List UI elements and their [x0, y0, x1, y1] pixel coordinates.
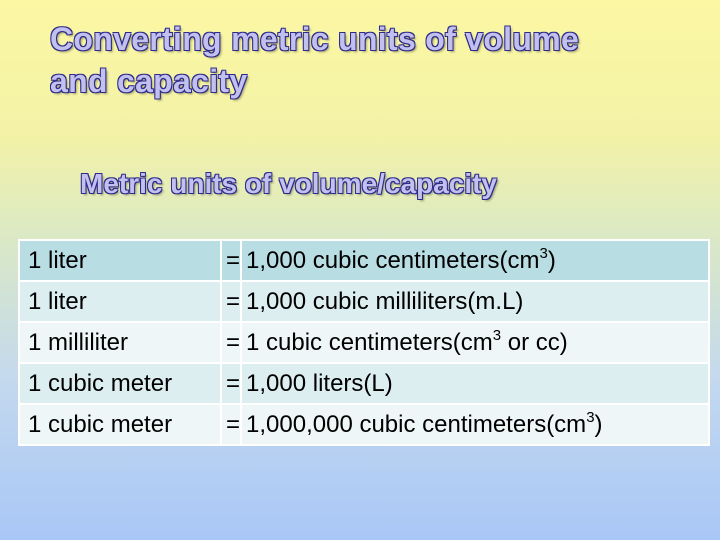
superscript: 3 [492, 326, 502, 344]
unit-cell: 1 milliliter [19, 322, 221, 363]
value-text: 1,000 cubic milliliters(m.L) [246, 287, 524, 315]
superscript: 3 [539, 244, 548, 262]
value-cell [241, 363, 709, 404]
value-suffix: or cc) [501, 328, 568, 356]
equals-cell: = [221, 363, 241, 404]
value-suffix: ) [594, 410, 603, 438]
table-row [19, 404, 709, 445]
table-heading: Metric units of volume/capacity [80, 168, 497, 199]
value-cell [241, 322, 709, 363]
unit-cell: 1 liter [19, 281, 221, 322]
table-row [19, 240, 709, 281]
value-cell [241, 281, 709, 322]
value-text: 1 cubic centimeters(cm [246, 328, 493, 356]
conversion-table [18, 239, 710, 446]
value-cell [241, 240, 709, 281]
table-row [19, 281, 709, 322]
title-line-1: Converting metric units of volume [50, 21, 580, 57]
unit-cell: 1 cubic meter [19, 363, 221, 404]
table-row [19, 322, 709, 363]
unit-cell: 1 cubic meter [19, 404, 221, 445]
equals-cell: = [221, 322, 241, 363]
superscript: 3 [586, 408, 595, 426]
title-line-2: and capacity [50, 63, 248, 99]
value-text: 1,000,000 cubic centimeters(cm [246, 410, 587, 438]
equals-cell: = [221, 281, 241, 322]
value-suffix: ) [547, 246, 556, 274]
unit-cell: 1 liter [19, 240, 221, 281]
equals-cell: = [221, 240, 241, 281]
value-text: 1,000 liters(L) [246, 369, 393, 397]
table-row [19, 363, 709, 404]
equals-cell: = [221, 404, 241, 445]
value-cell [241, 404, 709, 445]
slide-title [50, 18, 579, 102]
value-text: 1,000 cubic centimeters(cm [246, 246, 540, 274]
